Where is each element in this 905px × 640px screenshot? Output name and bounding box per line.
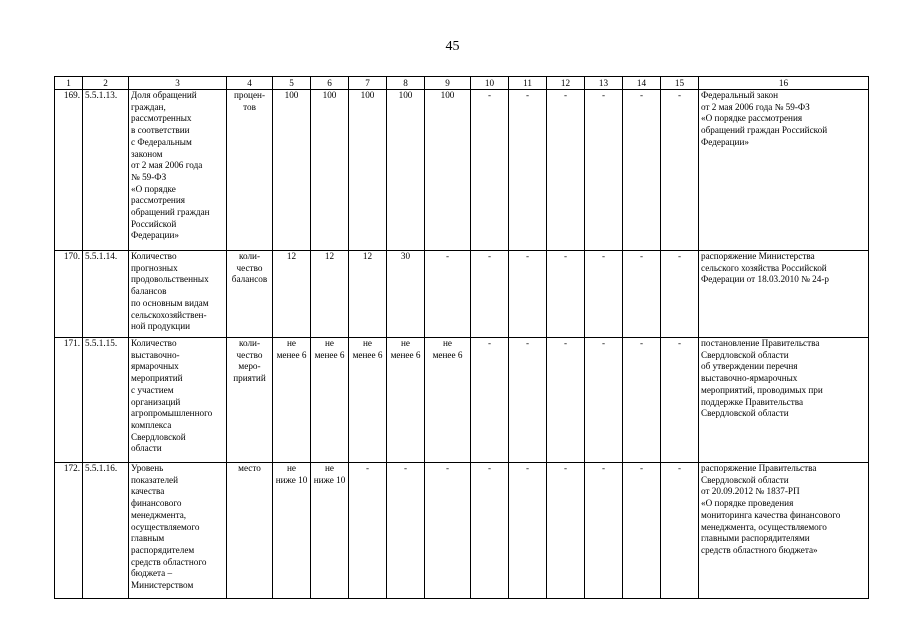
value-cell: не ниже 10 xyxy=(311,463,349,599)
column-header: 9 xyxy=(425,77,471,90)
value-cell: - xyxy=(585,463,623,599)
value-cell: - xyxy=(585,90,623,251)
value-cell: - xyxy=(471,90,509,251)
column-header: 3 xyxy=(129,77,227,90)
row-number: 170. xyxy=(55,251,83,338)
indicator-name: Доля обращений граждан, рассмотренных в соответствии с Федеральным законом от 2 мая 2006 года № 59-ФЗ «О порядке рассмотрения обращений граждан Российской Федерации» xyxy=(129,90,227,251)
indicator-name: Количество выставочно- ярмарочных мероприятий с участием организаций агропромышленного комплекса Свердловской области xyxy=(129,338,227,463)
legal-basis: Федеральный закон от 2 мая 2006 года № 59-ФЗ «О порядке рассмотрения обращений граждан Российской Федерации» xyxy=(699,90,869,251)
value-cell: 12 xyxy=(273,251,311,338)
value-cell: - xyxy=(509,463,547,599)
column-header: 16 xyxy=(699,77,869,90)
value-cell: - xyxy=(471,251,509,338)
page-number: 45 xyxy=(445,39,460,54)
value-cell: - xyxy=(547,251,585,338)
table-row xyxy=(55,463,869,599)
column-header: 8 xyxy=(387,77,425,90)
column-header: 13 xyxy=(585,77,623,90)
table-row xyxy=(55,90,869,251)
row-number: 172. xyxy=(55,463,83,599)
column-header: 2 xyxy=(83,77,129,90)
indicator-name: Уровень показателей качества финансового менеджмента, осуществляемого главным распорядителем средств областного бюджета – Министерством xyxy=(129,463,227,599)
row-code: 5.5.1.15. xyxy=(83,338,129,463)
unit-cell: коли- чество балансов xyxy=(227,251,273,338)
value-cell: - xyxy=(623,338,661,463)
row-code: 5.5.1.13. xyxy=(83,90,129,251)
column-header: 11 xyxy=(509,77,547,90)
value-cell: не менее 6 xyxy=(425,338,471,463)
row-number: 171. xyxy=(55,338,83,463)
value-cell: - xyxy=(471,338,509,463)
indicators-table xyxy=(54,76,869,599)
value-cell: - xyxy=(623,463,661,599)
value-cell: не менее 6 xyxy=(387,338,425,463)
value-cell: - xyxy=(425,251,471,338)
value-cell: - xyxy=(661,251,699,338)
value-cell: - xyxy=(387,463,425,599)
legal-basis: постановление Правительства Свердловской области об утверждении перечня выставочно-ярмарочных мероприятий, проводимых при поддержке Правительства Свердловской области xyxy=(699,338,869,463)
value-cell: не ниже 10 xyxy=(273,463,311,599)
value-cell: 12 xyxy=(349,251,387,338)
value-cell: - xyxy=(425,463,471,599)
value-cell: - xyxy=(585,251,623,338)
value-cell: - xyxy=(547,338,585,463)
column-header: 1 xyxy=(55,77,83,90)
value-cell: не менее 6 xyxy=(349,338,387,463)
column-header: 6 xyxy=(311,77,349,90)
unit-cell: место xyxy=(227,463,273,599)
value-cell: - xyxy=(661,90,699,251)
value-cell: - xyxy=(623,90,661,251)
value-cell: - xyxy=(509,338,547,463)
unit-cell: процен- тов xyxy=(227,90,273,251)
value-cell: 100 xyxy=(311,90,349,251)
row-code: 5.5.1.16. xyxy=(83,463,129,599)
value-cell: 12 xyxy=(311,251,349,338)
legal-basis: распоряжение Правительства Свердловской области от 20.09.2012 № 1837-РП «О порядке проведения мониторинга качества финансового менеджмента, осуществляемого главными распорядителями средств областного бюджета» xyxy=(699,463,869,599)
column-header: 15 xyxy=(661,77,699,90)
value-cell: - xyxy=(661,463,699,599)
value-cell: 100 xyxy=(349,90,387,251)
header-row xyxy=(55,77,869,90)
legal-basis: распоряжение Министерства сельского хозяйства Российской Федерации от 18.03.2010 № 24-р xyxy=(699,251,869,338)
unit-cell: коли- чество меро- приятий xyxy=(227,338,273,463)
value-cell: - xyxy=(585,338,623,463)
value-cell: - xyxy=(547,90,585,251)
value-cell: не менее 6 xyxy=(311,338,349,463)
value-cell: 30 xyxy=(387,251,425,338)
value-cell: - xyxy=(661,338,699,463)
column-header: 10 xyxy=(471,77,509,90)
value-cell: - xyxy=(623,251,661,338)
column-header: 4 xyxy=(227,77,273,90)
value-cell: - xyxy=(349,463,387,599)
value-cell: - xyxy=(509,90,547,251)
column-header: 5 xyxy=(273,77,311,90)
column-header: 7 xyxy=(349,77,387,90)
row-number: 169. xyxy=(55,90,83,251)
table-row xyxy=(55,338,869,463)
value-cell: - xyxy=(547,463,585,599)
value-cell: 100 xyxy=(387,90,425,251)
row-code: 5.5.1.14. xyxy=(83,251,129,338)
column-header: 14 xyxy=(623,77,661,90)
value-cell: 100 xyxy=(425,90,471,251)
value-cell: - xyxy=(509,251,547,338)
value-cell: 100 xyxy=(273,90,311,251)
column-header: 12 xyxy=(547,77,585,90)
table-row xyxy=(55,251,869,338)
value-cell: - xyxy=(471,463,509,599)
indicator-name: Количество прогнозных продовольственных балансов по основным видам сельскохозяйствен- ной продукции xyxy=(129,251,227,338)
value-cell: не менее 6 xyxy=(273,338,311,463)
